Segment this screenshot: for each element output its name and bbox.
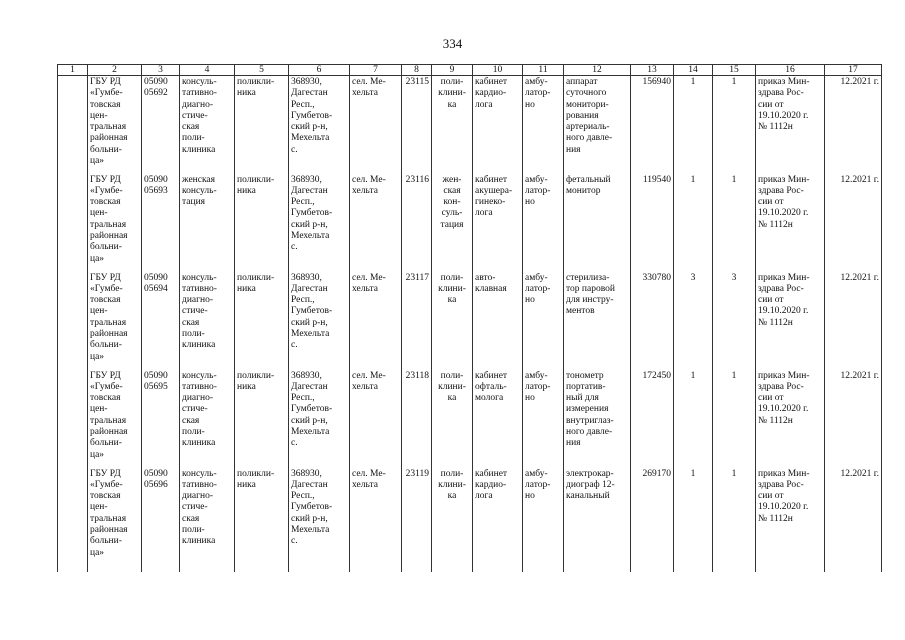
department-cell: поли- клини- ка bbox=[432, 468, 473, 572]
column-header: 7 bbox=[350, 65, 402, 76]
row-number-cell bbox=[58, 76, 88, 174]
column-header: 5 bbox=[235, 65, 289, 76]
column-header: 16 bbox=[756, 65, 825, 76]
care-condition-cell: амбу- латор- но bbox=[523, 174, 564, 272]
room-cell: кабинет акушера- гинеко- лога bbox=[473, 174, 523, 272]
code-cell: 05090 05694 bbox=[142, 272, 180, 370]
unit-cell: поликли- ника bbox=[235, 468, 289, 572]
organization-cell: ГБУ РД «Гумбе- товская цен- тральная районная больни- ца» bbox=[88, 174, 142, 272]
unit-type-cell: консуль- тативно- диагно- стиче- ская поли- клиника bbox=[180, 370, 235, 468]
equipment-cell: стерилиза- тор паровой для инстру- ментов bbox=[564, 272, 631, 370]
date-cell: 12.2021 г. bbox=[825, 76, 882, 174]
date-cell: 12.2021 г. bbox=[825, 272, 882, 370]
column-header: 12 bbox=[564, 65, 631, 76]
unit-type-cell: консуль- тативно- диагно- стиче- ская поли- клиника bbox=[180, 272, 235, 370]
column-header: 8 bbox=[402, 65, 432, 76]
regulation-cell: приказ Мин- здрава Рос- сии от 19.10.2020 г. № 1112н bbox=[756, 370, 825, 468]
unit-type-cell: консуль- тативно- диагно- стиче- ская поли- клиника bbox=[180, 76, 235, 174]
quantity-cell: 1 bbox=[713, 468, 756, 572]
settlement-cell: сел. Ме- хельта bbox=[350, 272, 402, 370]
quantity-cell: 3 bbox=[674, 272, 713, 370]
organization-cell: ГБУ РД «Гумбе- товская цен- тральная районная больни- ца» bbox=[88, 272, 142, 370]
code-cell: 05090 05696 bbox=[142, 468, 180, 572]
regulation-cell: приказ Мин- здрава Рос- сии от 19.10.2020 г. № 1112н bbox=[756, 272, 825, 370]
quantity-cell: 3 bbox=[713, 272, 756, 370]
quantity-cell: 1 bbox=[713, 370, 756, 468]
address-cell: 368930, Дагестан Респ., Гумбетов- ский р-н, Мехельта с. bbox=[289, 76, 350, 174]
equipment-cell: фетальный монитор bbox=[564, 174, 631, 272]
row-number-cell bbox=[58, 370, 88, 468]
table-row bbox=[58, 76, 882, 174]
date-cell: 12.2021 г. bbox=[825, 370, 882, 468]
address-cell: 368930, Дагестан Респ., Гумбетов- ский р-н, Мехельта с. bbox=[289, 272, 350, 370]
quantity-cell: 1 bbox=[674, 174, 713, 272]
quantity-cell: 1 bbox=[713, 174, 756, 272]
row-number-cell bbox=[58, 174, 88, 272]
room-cell: кабинет кардио- лога bbox=[473, 76, 523, 174]
row-number-cell bbox=[58, 468, 88, 572]
regulation-cell: приказ Мин- здрава Рос- сии от 19.10.2020 г. № 1112н bbox=[756, 174, 825, 272]
row-number-cell bbox=[58, 272, 88, 370]
date-cell: 12.2021 г. bbox=[825, 174, 882, 272]
column-header: 17 bbox=[825, 65, 882, 76]
unit-type-cell: женская консуль- тация bbox=[180, 174, 235, 272]
code-cell: 05090 05695 bbox=[142, 370, 180, 468]
address-cell: 368930, Дагестан Респ., Гумбетов- ский р-н, Мехельта с. bbox=[289, 370, 350, 468]
care-condition-cell: амбу- латор- но bbox=[523, 272, 564, 370]
page-number: 334 bbox=[442, 36, 463, 51]
care-condition-cell: амбу- латор- но bbox=[523, 76, 564, 174]
column-header: 10 bbox=[473, 65, 523, 76]
price-cell: 172450 bbox=[631, 370, 674, 468]
equipment-cell: аппарат суточного монитори- рования артериаль- ного давле- ния bbox=[564, 76, 631, 174]
table-row bbox=[58, 468, 882, 572]
price-cell: 330780 bbox=[631, 272, 674, 370]
price-cell: 119540 bbox=[631, 174, 674, 272]
column-header: 9 bbox=[432, 65, 473, 76]
id-cell: 23117 bbox=[402, 272, 432, 370]
column-header: 15 bbox=[713, 65, 756, 76]
quantity-cell: 1 bbox=[674, 370, 713, 468]
address-cell: 368930, Дагестан Респ., Гумбетов- ский р-н, Мехельта с. bbox=[289, 468, 350, 572]
settlement-cell: сел. Ме- хельта bbox=[350, 468, 402, 572]
id-cell: 23116 bbox=[402, 174, 432, 272]
department-cell: поли- клини- ка bbox=[432, 272, 473, 370]
code-cell: 05090 05692 bbox=[142, 76, 180, 174]
table-row bbox=[58, 370, 882, 468]
code-cell: 05090 05693 bbox=[142, 174, 180, 272]
department-cell: поли- клини- ка bbox=[432, 370, 473, 468]
id-cell: 23119 bbox=[402, 468, 432, 572]
table-row bbox=[58, 272, 882, 370]
equipment-cell: тонометр портатив- ный для измерения внутриглаз- ного давле- ния bbox=[564, 370, 631, 468]
room-cell: кабинет кардио- лога bbox=[473, 468, 523, 572]
price-cell: 156940 bbox=[631, 76, 674, 174]
table-row bbox=[58, 174, 882, 272]
unit-cell: поликли- ника bbox=[235, 174, 289, 272]
room-cell: кабинет офталь- молога bbox=[473, 370, 523, 468]
unit-cell: поликли- ника bbox=[235, 272, 289, 370]
organization-cell: ГБУ РД «Гумбе- товская цен- тральная районная больни- ца» bbox=[88, 370, 142, 468]
column-header: 2 bbox=[88, 65, 142, 76]
quantity-cell: 1 bbox=[674, 76, 713, 174]
department-cell: поли- клини- ка bbox=[432, 76, 473, 174]
column-header: 1 bbox=[58, 65, 88, 76]
address-cell: 368930, Дагестан Респ., Гумбетов- ский р-н, Мехельта с. bbox=[289, 174, 350, 272]
column-header: 11 bbox=[523, 65, 564, 76]
id-cell: 23118 bbox=[402, 370, 432, 468]
care-condition-cell: амбу- латор- но bbox=[523, 370, 564, 468]
date-cell: 12.2021 г. bbox=[825, 468, 882, 572]
column-header: 3 bbox=[142, 65, 180, 76]
regulation-cell: приказ Мин- здрава Рос- сии от 19.10.2020 г. № 1112н bbox=[756, 468, 825, 572]
care-condition-cell: амбу- латор- но bbox=[523, 468, 564, 572]
organization-cell: ГБУ РД «Гумбе- товская цен- тральная районная больни- ца» bbox=[88, 76, 142, 174]
settlement-cell: сел. Ме- хельта bbox=[350, 174, 402, 272]
unit-cell: поликли- ника bbox=[235, 370, 289, 468]
id-cell: 23115 bbox=[402, 76, 432, 174]
unit-cell: поликли- ника bbox=[235, 76, 289, 174]
unit-type-cell: консуль- тативно- диагно- стиче- ская поли- клиника bbox=[180, 468, 235, 572]
room-cell: авто- клавная bbox=[473, 272, 523, 370]
column-header: 13 bbox=[631, 65, 674, 76]
quantity-cell: 1 bbox=[674, 468, 713, 572]
equipment-table bbox=[57, 64, 882, 572]
column-header: 14 bbox=[674, 65, 713, 76]
quantity-cell: 1 bbox=[713, 76, 756, 174]
column-header: 6 bbox=[289, 65, 350, 76]
column-number-row bbox=[58, 65, 882, 76]
regulation-cell: приказ Мин- здрава Рос- сии от 19.10.2020 г. № 1112н bbox=[756, 76, 825, 174]
column-header: 4 bbox=[180, 65, 235, 76]
settlement-cell: сел. Ме- хельта bbox=[350, 76, 402, 174]
organization-cell: ГБУ РД «Гумбе- товская цен- тральная районная больни- ца» bbox=[88, 468, 142, 572]
department-cell: жен- ская кон- суль- тация bbox=[432, 174, 473, 272]
equipment-cell: электрокар- диограф 12- канальный bbox=[564, 468, 631, 572]
price-cell: 269170 bbox=[631, 468, 674, 572]
settlement-cell: сел. Ме- хельта bbox=[350, 370, 402, 468]
